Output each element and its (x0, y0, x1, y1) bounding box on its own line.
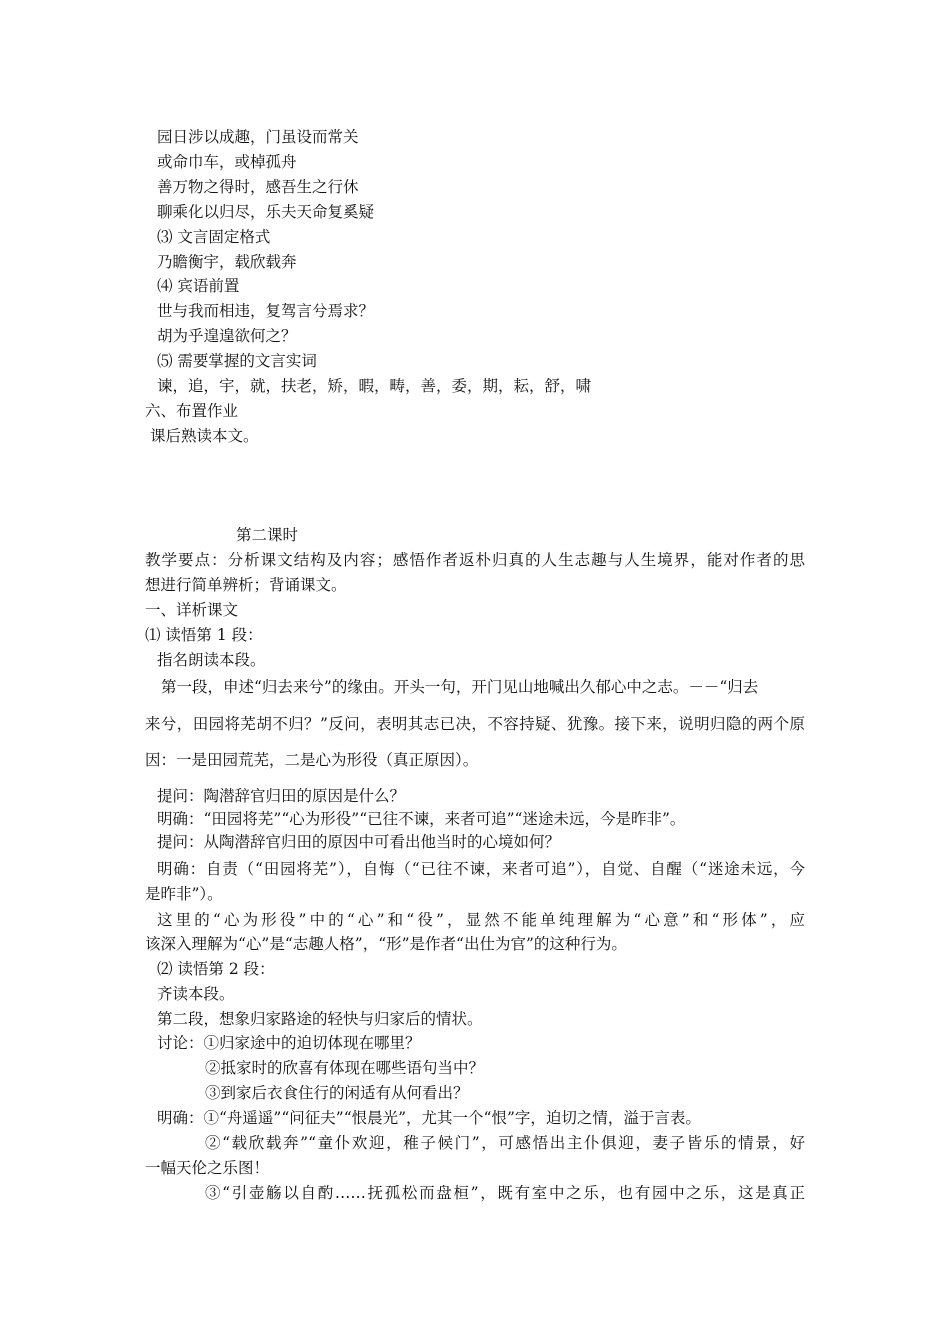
text-line: 胡为乎遑遑欲何之？ (157, 327, 297, 345)
text-line: 谏，追，宇，就，扶老，矫，暇，畴，善，委，期，耘，舒，啸 (157, 377, 592, 395)
text-line: 明确：“田园将芜”“心为形役”“已往不谏，来者可追”“迷途未远，今是昨非”。 (157, 810, 686, 828)
text-line: 或命巾车，或棹孤舟 (157, 153, 297, 171)
list-heading: ⑸ 需要掌握的文言实词 (157, 352, 317, 370)
lesson-title: 第二课时 (236, 526, 299, 544)
text-line: 提问：从陶潜辞官归田的原因中可看出他当时的心境如何？ (157, 833, 561, 851)
text-line: 善万物之得时，感吾生之行休 (157, 178, 359, 196)
text-line: ②“载欣载奔”“童仆欢迎，稚子候门”，可感悟出主仆俱迎，妻子皆乐的情景，好 (205, 1134, 805, 1152)
list-heading: ⑷ 宾语前置 (157, 277, 240, 295)
text-line: 这里的“心为形役”中的“心”和“役”，显然不能单纯理解为“心意”和“形体”，应 (157, 911, 805, 929)
text-line: 课后熟读本文。 (150, 427, 259, 445)
section-heading: 一、详析课文 (145, 601, 239, 619)
text-line: 讨论：①归家途中的迫切体现在哪里？ (157, 1034, 421, 1052)
text-line: 齐读本段。 (157, 985, 235, 1003)
text-line: ③到家后衣食住行的闲适有从何看出？ (205, 1084, 469, 1102)
text-line: ②抵家时的欣喜有体现在哪些语句当中？ (205, 1059, 485, 1077)
text-line: 来兮，田园将芜胡不归？”反问，表明其志已决，不容持疑、犹豫。接下来，说明归隐的两个原 (145, 715, 805, 733)
text-line: 明确：自责（“田园将芜”），自悔（“已往不谏，来者可追”），自觉、自醒（“迷途未远，今 (157, 860, 805, 878)
list-heading: ⑵ 读悟第 2 段： (157, 960, 275, 978)
text-line: 第一段，申述“归去来兮”的缘由。开头一句，开门见山地喊出久郁心中之志。－－“归去 (161, 678, 759, 696)
list-heading: ⑶ 文言固定格式 (157, 228, 271, 246)
text-line: 想进行简单辨析；背诵课文。 (145, 576, 347, 594)
text-line: ③“引壶觞以自酌……抚孤松而盘桓”，既有室中之乐，也有园中之乐，这是真正 (205, 1184, 805, 1202)
text-line: 一幅天伦之乐图！ (145, 1159, 270, 1177)
text-line: 是昨非”）。 (145, 885, 223, 903)
text-line: 第二段，想象归家路途的轻快与归家后的情状。 (157, 1010, 483, 1028)
text-line: 聊乘化以归尽，乐夫天命复奚疑 (157, 203, 375, 221)
text-line: 世与我而相违，复驾言兮焉求？ (157, 302, 375, 320)
list-heading: ⑴ 读悟第 1 段： (145, 626, 263, 644)
text-line: 乃瞻衡宇，载欣载奔 (157, 253, 297, 271)
text-line: 明确：①“舟遥遥”“问征夫”“恨晨光”，尤其一个“恨”字，迫切之情，溢于言表。 (157, 1109, 701, 1127)
text-line: 指名朗读本段。 (157, 651, 266, 669)
text-line: 提问：陶潜辞官归田的原因是什么？ (157, 787, 406, 805)
text-line: 园日涉以成趣，门虽设而常关 (157, 128, 359, 146)
text-line: 该深入理解为“心”是“志趣人格”，“形”是作者“出仕为官”的这种行为。 (145, 935, 627, 953)
section-heading: 六、布置作业 (145, 402, 239, 420)
text-line: 因：一是田园荒芜，二是心为形役（真正原因）。 (145, 751, 479, 769)
text-line: 教学要点：分析课文结构及内容；感悟作者返朴归真的人生志趣与人生境界，能对作者的思 (145, 551, 805, 569)
